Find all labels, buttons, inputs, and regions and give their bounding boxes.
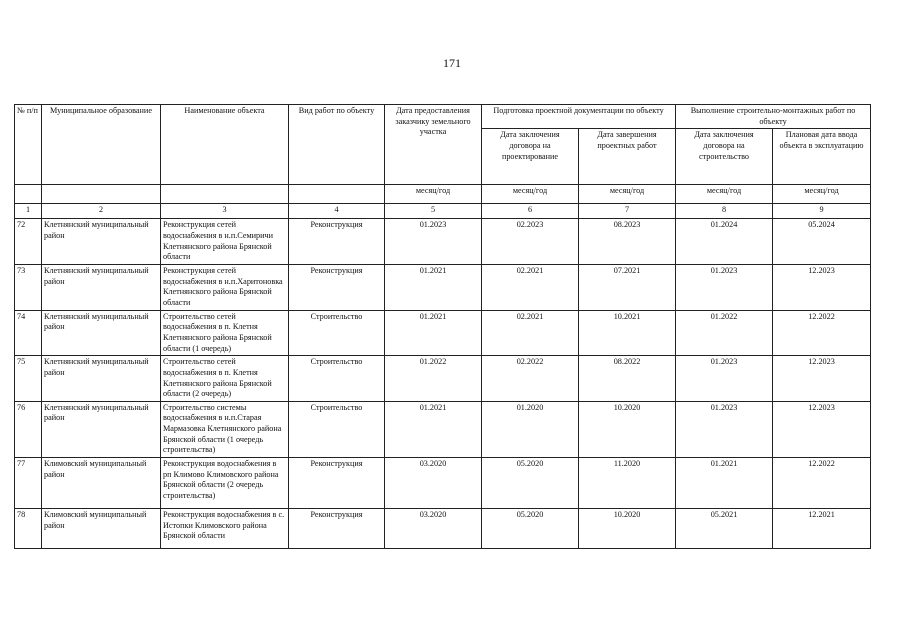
header-land-date: Дата предоставления заказчику земельного участка: [385, 105, 482, 185]
municipality-cell: Клетнянский муниципальный район: [42, 310, 161, 356]
design-end-cell: 07.2021: [579, 264, 676, 310]
column-number: 6: [482, 204, 579, 219]
design-contract-cell: 02.2021: [482, 310, 579, 356]
object-name-cell: Реконструкция сетей водоснабжения в н.п.Харитоновка Клетнянского района Брянской области: [161, 264, 289, 310]
commission-cell: 05.2024: [773, 219, 871, 265]
land-date-cell: 03.2020: [385, 509, 482, 549]
table-row: [15, 219, 871, 265]
column-number: 3: [161, 204, 289, 219]
unit-cell: месяц/год: [579, 185, 676, 204]
commission-cell: 12.2023: [773, 356, 871, 402]
work-type-cell: Строительство: [289, 310, 385, 356]
build-contract-cell: 01.2022: [676, 310, 773, 356]
object-name-cell: Строительство сетей водоснабжения в п. Клетня Клетнянского района Брянской области (1 очередь): [161, 310, 289, 356]
build-contract-cell: 01.2023: [676, 264, 773, 310]
row-number: 73: [15, 264, 42, 310]
build-contract-cell: 01.2024: [676, 219, 773, 265]
header-build-contract: Дата заключения договора на строительство: [676, 129, 773, 185]
work-type-cell: Реконструкция: [289, 264, 385, 310]
commission-cell: 12.2022: [773, 458, 871, 509]
land-date-cell: 01.2021: [385, 310, 482, 356]
table-row: [15, 458, 871, 509]
header-municipality: Муниципальное образование: [42, 105, 161, 185]
object-name-cell: Реконструкция водоснабжения в рп Климово Климовского района Брянской области (2 очередь строительства): [161, 458, 289, 509]
row-number: 75: [15, 356, 42, 402]
table-row: [15, 264, 871, 310]
unit-cell: месяц/год: [385, 185, 482, 204]
land-date-cell: 03.2020: [385, 458, 482, 509]
column-number: 2: [42, 204, 161, 219]
row-number: 74: [15, 310, 42, 356]
row-number: 77: [15, 458, 42, 509]
work-type-cell: Реконструкция: [289, 219, 385, 265]
municipality-cell: Климовский муниципальный район: [42, 458, 161, 509]
municipality-cell: Клетнянский муниципальный район: [42, 264, 161, 310]
unit-cell-empty: [15, 185, 42, 204]
design-end-cell: 08.2022: [579, 356, 676, 402]
header-no: № п/п: [15, 105, 42, 185]
header-row-top: [15, 105, 871, 129]
object-name-cell: Строительство сетей водоснабжения в п. Клетня Клетнянского района Брянской области (2 очередь): [161, 356, 289, 402]
commission-cell: 12.2023: [773, 264, 871, 310]
build-contract-cell: 01.2021: [676, 458, 773, 509]
page-number: 171: [443, 56, 461, 70]
municipality-cell: Клетнянский муниципальный район: [42, 401, 161, 457]
work-type-cell: Строительство: [289, 401, 385, 457]
municipality-cell: Клетнянский муниципальный район: [42, 356, 161, 402]
design-contract-cell: 01.2020: [482, 401, 579, 457]
row-number: 76: [15, 401, 42, 457]
column-number: 7: [579, 204, 676, 219]
unit-cell-empty: [42, 185, 161, 204]
column-number: 9: [773, 204, 871, 219]
column-number: 8: [676, 204, 773, 219]
construction-schedule-table: [14, 104, 871, 549]
land-date-cell: 01.2022: [385, 356, 482, 402]
header-commission: Плановая дата ввода объекта в эксплуатацию: [773, 129, 871, 185]
unit-cell: месяц/год: [676, 185, 773, 204]
commission-cell: 12.2021: [773, 509, 871, 549]
unit-cell: месяц/год: [482, 185, 579, 204]
header-design-group: Подготовка проектной документации по объекту: [482, 105, 676, 129]
row-number: 78: [15, 509, 42, 549]
column-number: 4: [289, 204, 385, 219]
design-contract-cell: 02.2022: [482, 356, 579, 402]
object-name-cell: Реконструкция сетей водоснабжения в н.п.Семиричи Клетнянского района Брянской области: [161, 219, 289, 265]
header-work-type: Вид работ по объекту: [289, 105, 385, 185]
unit-cell-empty: [289, 185, 385, 204]
header-design-end: Дата завершения проектных работ: [579, 129, 676, 185]
header-construction-group: Выполнение строительно-монтажных работ по объекту: [676, 105, 871, 129]
design-end-cell: 10.2020: [579, 509, 676, 549]
build-contract-cell: 05.2021: [676, 509, 773, 549]
design-contract-cell: 02.2021: [482, 264, 579, 310]
table-row: [15, 401, 871, 457]
work-type-cell: Строительство: [289, 356, 385, 402]
units-row: [15, 185, 871, 204]
commission-cell: 12.2022: [773, 310, 871, 356]
header-design-contract: Дата заключения договора на проектирование: [482, 129, 579, 185]
land-date-cell: 01.2021: [385, 401, 482, 457]
header-object-name: Наименование объекта: [161, 105, 289, 185]
design-end-cell: 08.2023: [579, 219, 676, 265]
table-row: [15, 356, 871, 402]
design-end-cell: 11.2020: [579, 458, 676, 509]
table-row: [15, 310, 871, 356]
municipality-cell: Климовский муниципальный район: [42, 509, 161, 549]
object-name-cell: Строительство системы водоснабжения в н.п.Старая Мармазовка Клетнянского района Брянской области (1 очередь строительства): [161, 401, 289, 457]
design-contract-cell: 05.2020: [482, 509, 579, 549]
object-name-cell: Реконструкция водоснабжения в с. Истопки Климовского района Брянской области: [161, 509, 289, 549]
design-end-cell: 10.2020: [579, 401, 676, 457]
commission-cell: 12.2023: [773, 401, 871, 457]
column-number-row: [15, 204, 871, 219]
table-row: [15, 509, 871, 549]
work-type-cell: Реконструкция: [289, 509, 385, 549]
municipality-cell: Клетнянский муниципальный район: [42, 219, 161, 265]
land-date-cell: 01.2023: [385, 219, 482, 265]
work-type-cell: Реконструкция: [289, 458, 385, 509]
design-contract-cell: 05.2020: [482, 458, 579, 509]
build-contract-cell: 01.2023: [676, 356, 773, 402]
row-number: 72: [15, 219, 42, 265]
build-contract-cell: 01.2023: [676, 401, 773, 457]
design-contract-cell: 02.2023: [482, 219, 579, 265]
design-end-cell: 10.2021: [579, 310, 676, 356]
land-date-cell: 01.2021: [385, 264, 482, 310]
unit-cell-empty: [161, 185, 289, 204]
unit-cell: месяц/год: [773, 185, 871, 204]
column-number: 5: [385, 204, 482, 219]
column-number: 1: [15, 204, 42, 219]
